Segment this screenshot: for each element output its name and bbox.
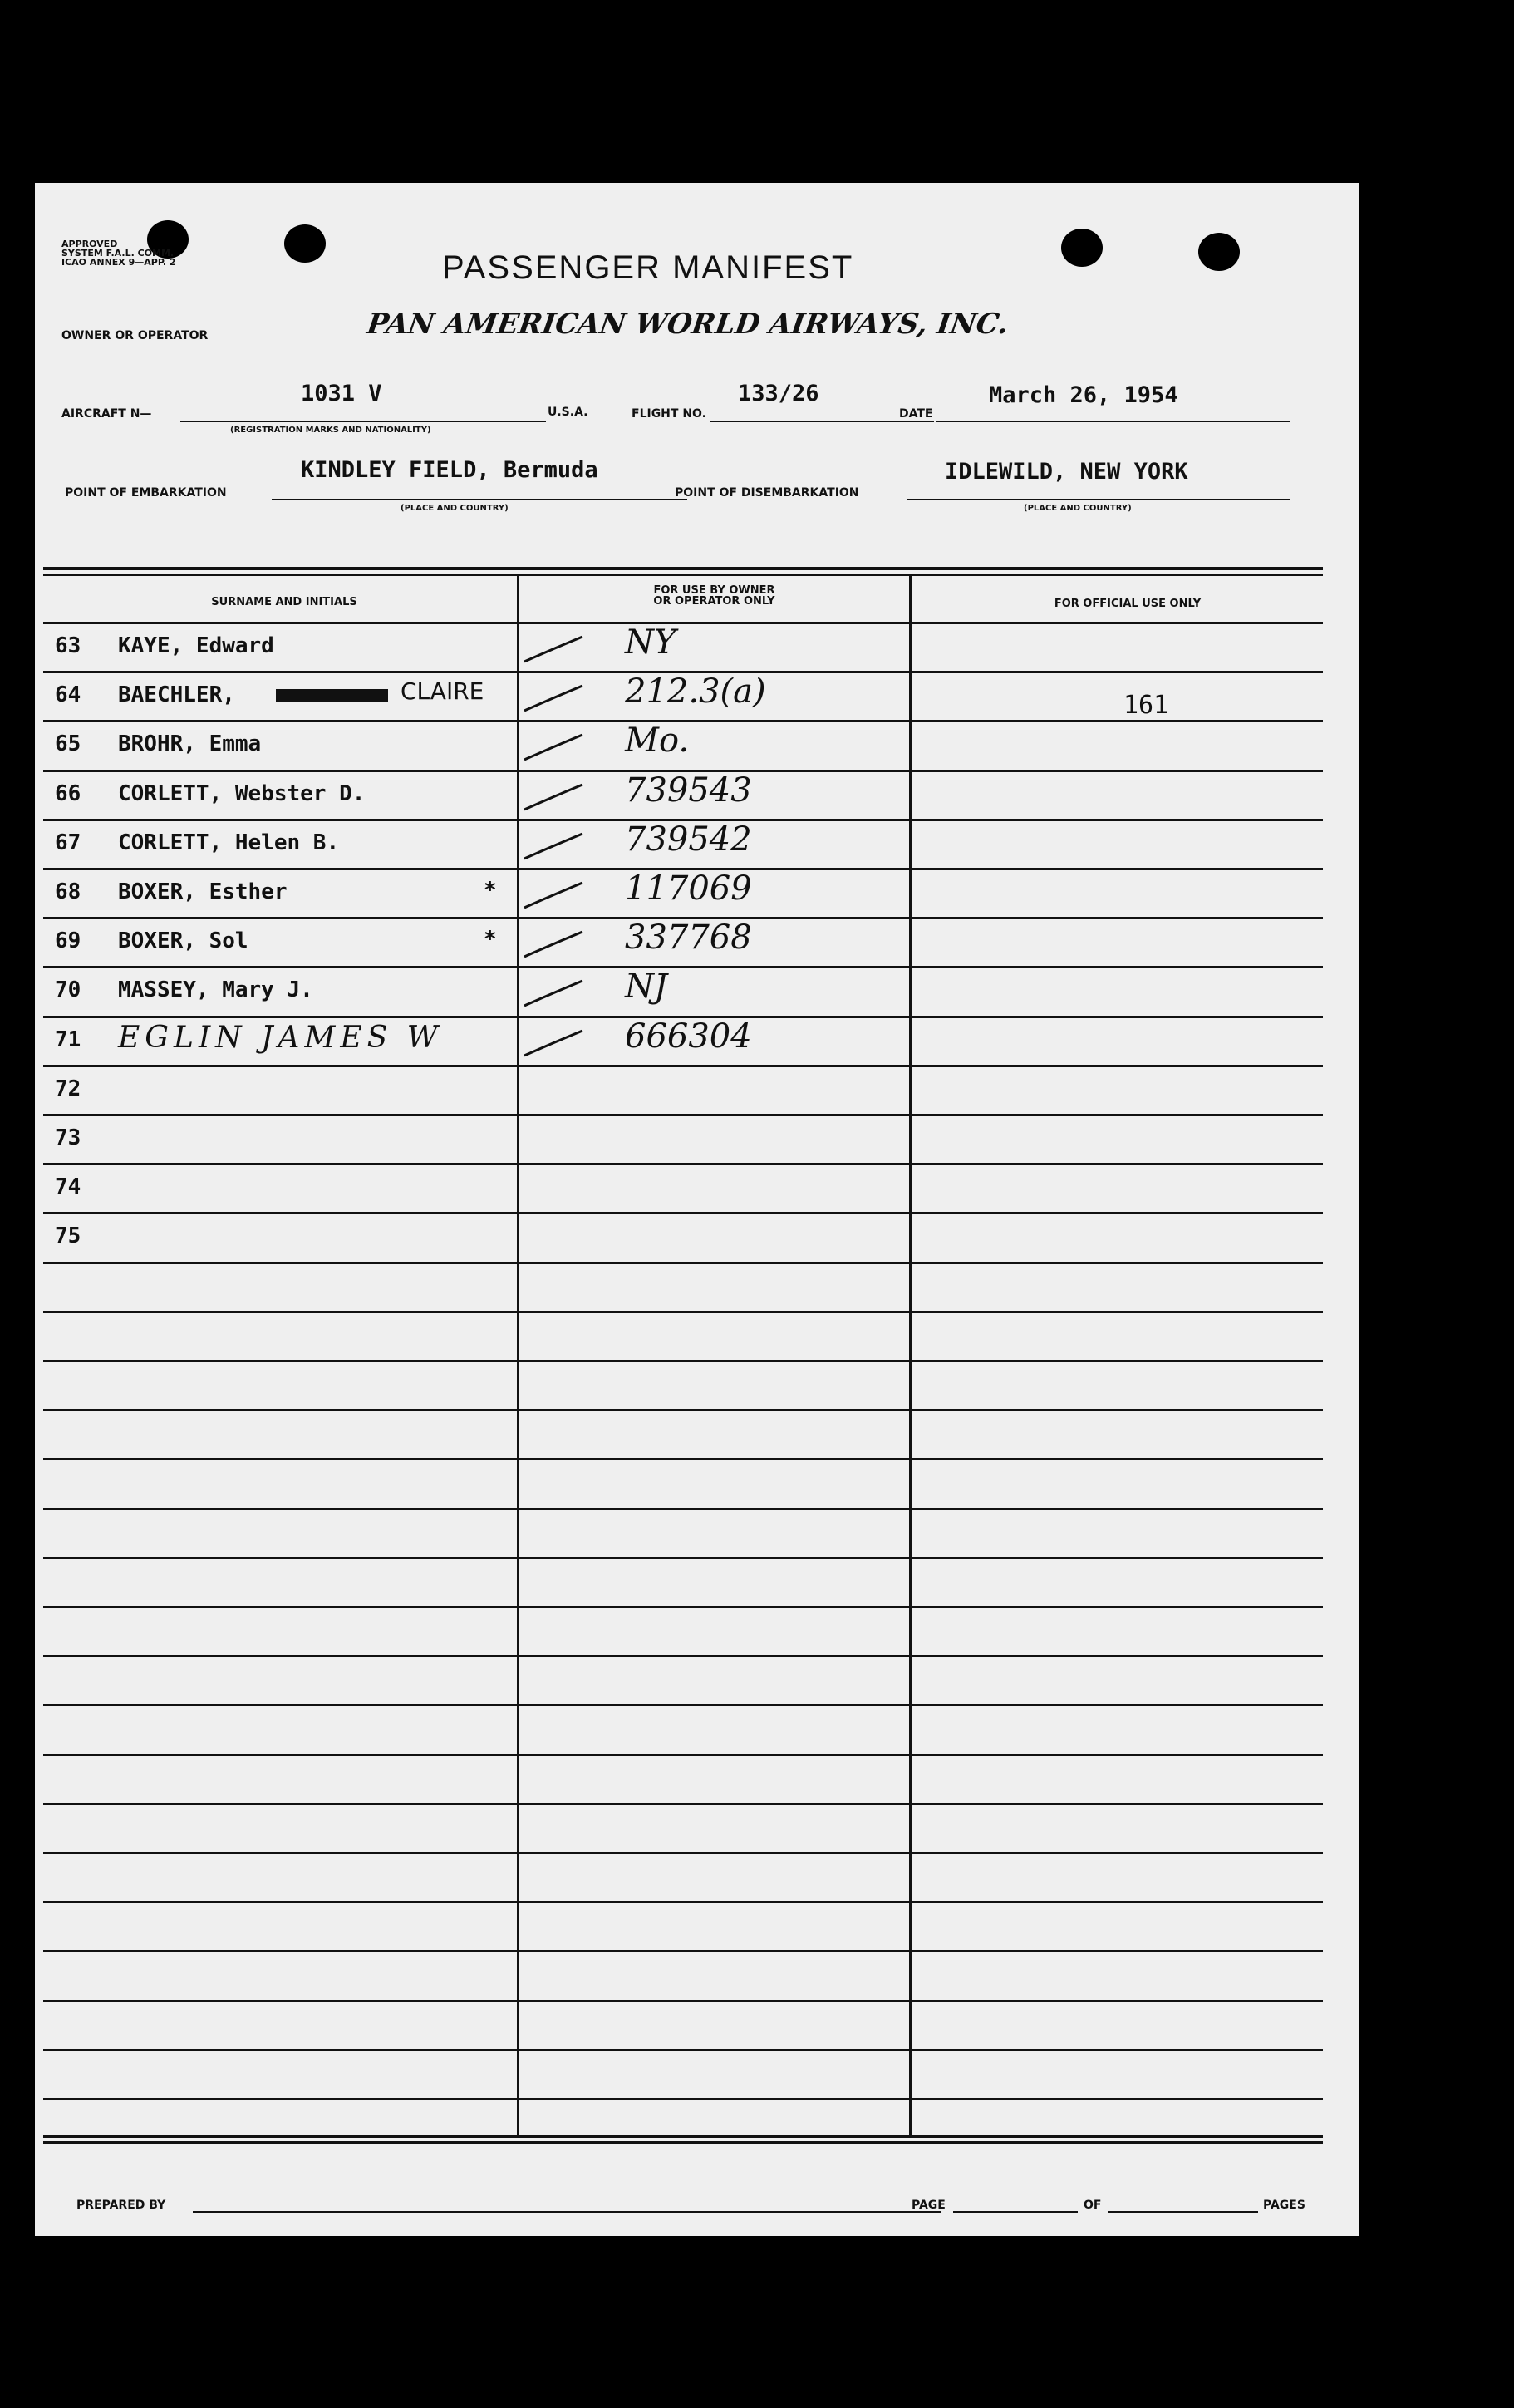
punch-hole-3 (1061, 229, 1103, 267)
passenger-name: KAYE, Edward (118, 633, 274, 658)
surname-header: SURNAME AND INITIALS (211, 596, 357, 608)
row-number: 71 (55, 1027, 81, 1052)
official-header: FOR OFFICIAL USE ONLY (1054, 598, 1202, 610)
row-line (43, 2049, 1323, 2051)
check-tick-mark (521, 879, 587, 913)
prepared-by-label: PREPARED BY (76, 2199, 166, 2212)
row-number: 64 (55, 682, 81, 708)
flight-value: 133/26 (738, 381, 819, 406)
check-tick-mark (521, 682, 587, 716)
passenger-name: CORLETT, Webster D. (118, 781, 366, 806)
check-tick-mark (521, 781, 587, 815)
row-number: 72 (55, 1076, 81, 1101)
row-line (43, 1114, 1323, 1116)
row-number: 65 (55, 731, 81, 757)
row-line (43, 1262, 1323, 1264)
row-line (43, 1606, 1323, 1608)
owner-entry: Mo. (625, 721, 690, 761)
owner-value: PAN AMERICAN WORLD AIRWAYS, INC. (365, 308, 1010, 341)
aircraft-value: 1031 V (301, 381, 382, 406)
row-number: 66 (55, 781, 81, 806)
handwritten-first-name: CLAIRE (401, 677, 484, 706)
owner-entry: 666304 (625, 1017, 752, 1056)
row-number: 69 (55, 928, 81, 954)
usa-label: U.S.A. (548, 406, 588, 419)
row-line (43, 1950, 1323, 1952)
row-line (43, 2000, 1323, 2002)
owner-header: FOR USE BY OWNER OR OPERATOR ONLY (653, 584, 775, 608)
row-number: 68 (55, 879, 81, 904)
check-tick-mark (521, 928, 587, 962)
row-line (43, 1754, 1323, 1756)
approved-stamp: APPROVED SYSTEM F.A.L. COMM. ICAO ANNEX 9—APP. 2 (61, 239, 176, 268)
row-line (43, 1360, 1323, 1362)
passenger-name: BOXER, Esther (118, 879, 288, 904)
check-tick-mark (521, 977, 587, 1011)
of-label: OF (1084, 2199, 1102, 2212)
row-line (43, 1065, 1323, 1067)
row-line (43, 1163, 1323, 1165)
owner-label: OWNER OR OPERATOR (61, 329, 209, 342)
row-line (43, 1212, 1323, 1214)
row-line (43, 1655, 1323, 1657)
date-label: DATE (899, 407, 933, 421)
check-tick-mark (521, 1027, 587, 1061)
pages-label: PAGES (1263, 2199, 1305, 2212)
row-line (43, 1803, 1323, 1805)
owner-entry: 212.3(a) (625, 672, 766, 712)
embarkation-sublabel: (PLACE AND COUNTRY) (401, 504, 509, 513)
row-line (43, 1458, 1323, 1460)
row-line (43, 1557, 1323, 1559)
passenger-name: MASSEY, Mary J. (118, 977, 313, 1003)
row-number: 70 (55, 977, 81, 1003)
row-number: 74 (55, 1174, 81, 1200)
aircraft-sublabel: (REGISTRATION MARKS AND NATIONALITY) (230, 426, 431, 435)
row-number: 63 (55, 633, 81, 658)
disembarkation-value: IDLEWILD, NEW YORK (945, 459, 1188, 485)
row-line (43, 1901, 1323, 1903)
row-line (43, 1409, 1323, 1411)
owner-entry: 739542 (625, 820, 752, 859)
row-line (43, 622, 1323, 624)
page-label: PAGE (912, 2199, 946, 2212)
disembarkation-label: POINT OF DISEMBARKATION (675, 486, 859, 500)
aircraft-label: AIRCRAFT N— (61, 407, 152, 421)
asterisk-mark: * (484, 878, 497, 903)
passenger-name: CORLETT, Helen B. (118, 830, 340, 855)
owner-entry: NJ (625, 968, 668, 1007)
row-line (43, 966, 1323, 968)
row-line (43, 1311, 1323, 1313)
row-number: 75 (55, 1224, 81, 1249)
row-number: 73 (55, 1125, 81, 1150)
owner-entry: 337768 (625, 918, 752, 958)
page-title: PASSENGER MANIFEST (442, 249, 854, 286)
asterisk-mark: * (484, 927, 497, 953)
row-line (43, 1704, 1323, 1706)
check-tick-mark (521, 633, 587, 667)
row-line (43, 1852, 1323, 1854)
manifest-sheet (35, 183, 1359, 2236)
date-value: March 26, 1954 (989, 382, 1178, 408)
passenger-name: BAECHLER, (118, 682, 235, 708)
strikeout (276, 689, 388, 702)
official-entry: 161 (1123, 691, 1169, 721)
punch-hole-4 (1198, 233, 1240, 271)
row-line (43, 2098, 1323, 2100)
owner-entry: 739543 (625, 771, 752, 810)
owner-entry: 117069 (625, 869, 752, 908)
row-line (43, 1508, 1323, 1510)
embarkation-value: KINDLEY FIELD, Bermuda (301, 457, 598, 483)
owner-entry: NY (625, 623, 676, 662)
embarkation-label: POINT OF EMBARKATION (65, 486, 227, 500)
row-number: 67 (55, 830, 81, 855)
disembarkation-sublabel: (PLACE AND COUNTRY) (1024, 504, 1132, 513)
passenger-name: BOXER, Sol (118, 928, 248, 954)
passenger-name: EGLIN JAMES W (118, 1020, 443, 1055)
punch-hole-2 (284, 224, 326, 263)
check-tick-mark (521, 731, 587, 765)
check-tick-mark (521, 830, 587, 864)
flight-label: FLIGHT NO. (632, 407, 706, 421)
passenger-name: BROHR, Emma (118, 731, 262, 757)
